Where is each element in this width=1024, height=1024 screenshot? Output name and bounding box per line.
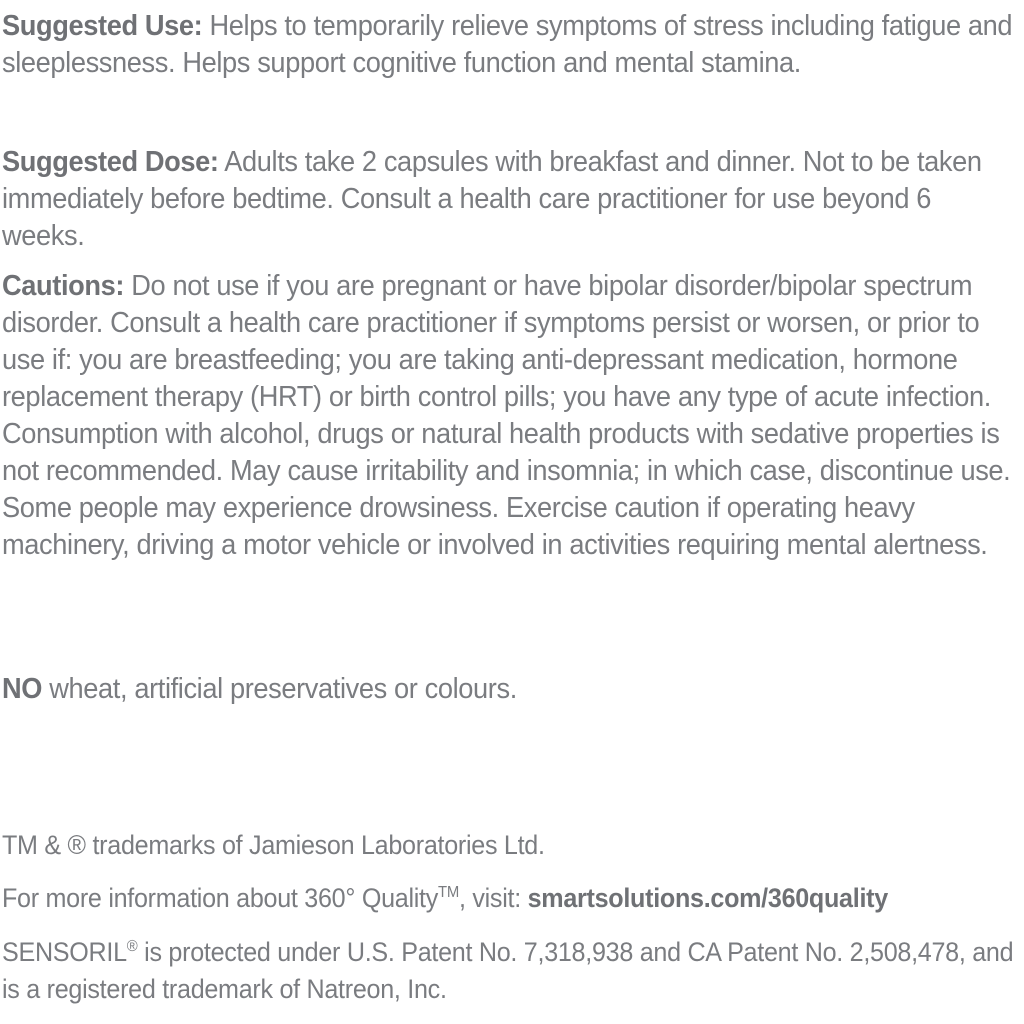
patent-brand: SENSORIL — [2, 937, 127, 967]
suggested-dose-heading: Suggested Dose: — [2, 146, 219, 178]
suggested-dose-paragraph — [2, 144, 1014, 255]
quality-info-prefix: For more information about 360° Quality — [2, 883, 439, 913]
free-from-heading: NO — [2, 673, 43, 705]
free-from-text: wheat, artificial preservatives or colours. — [42, 673, 517, 705]
quality-info-mid: , visit: — [458, 883, 528, 913]
quality-url-link[interactable]: smartsolutions.com/360quality — [527, 883, 888, 913]
suggested-dose-text: Adults take 2 capsules with breakfast and dinner. Not to be taken immediately before bedtime. Consult a health care practitioner for use beyond 6 weeks. — [2, 146, 982, 252]
cautions-paragraph — [2, 268, 1014, 564]
suggested-use-heading: Suggested Use: — [2, 10, 203, 42]
suggested-use-text: Helps to temporarily relieve symptoms of stress including fatigue and sleeplessness. Helps support cognitive function and mental stamina. — [2, 10, 1013, 79]
product-label-text — [2, 0, 1022, 1024]
quality-tm-mark: TM — [438, 884, 459, 901]
trademark-notice: TM & ® trademarks of Jamieson Laboratories Ltd. — [2, 830, 545, 860]
patent-notice — [2, 934, 1016, 1008]
patent-reg-mark: ® — [126, 938, 138, 955]
cautions-heading: Cautions: — [2, 270, 125, 302]
quality-info-line — [2, 880, 888, 917]
suggested-use-paragraph — [2, 8, 1014, 82]
cautions-text: Do not use if you are pregnant or have bipolar disorder/bipolar spectrum disorder. Consult a health care practitioner if symptoms persist or worsen, or prior to use if: you are breastfeeding; you are taking anti-depressant medication, hormone replacement therapy (HRT) or birth control pills; you have any type of acute infection. Consumption with alcohol, drugs or natural health products with sedative properties is not recommended. May cause irritability and insomnia; in which case, discontinue use. Some people may experience drowsiness. Exercise caution if operating heavy machinery, driving a motor vehicle or involved in activities requiring mental alertness. — [2, 270, 1011, 561]
free-from-paragraph — [2, 671, 1014, 708]
patent-text: is protected under U.S. Patent No. 7,318,938 and CA Patent No. 2,508,478, and is a registered trademark of Natreon, Inc. — [2, 937, 1014, 1004]
